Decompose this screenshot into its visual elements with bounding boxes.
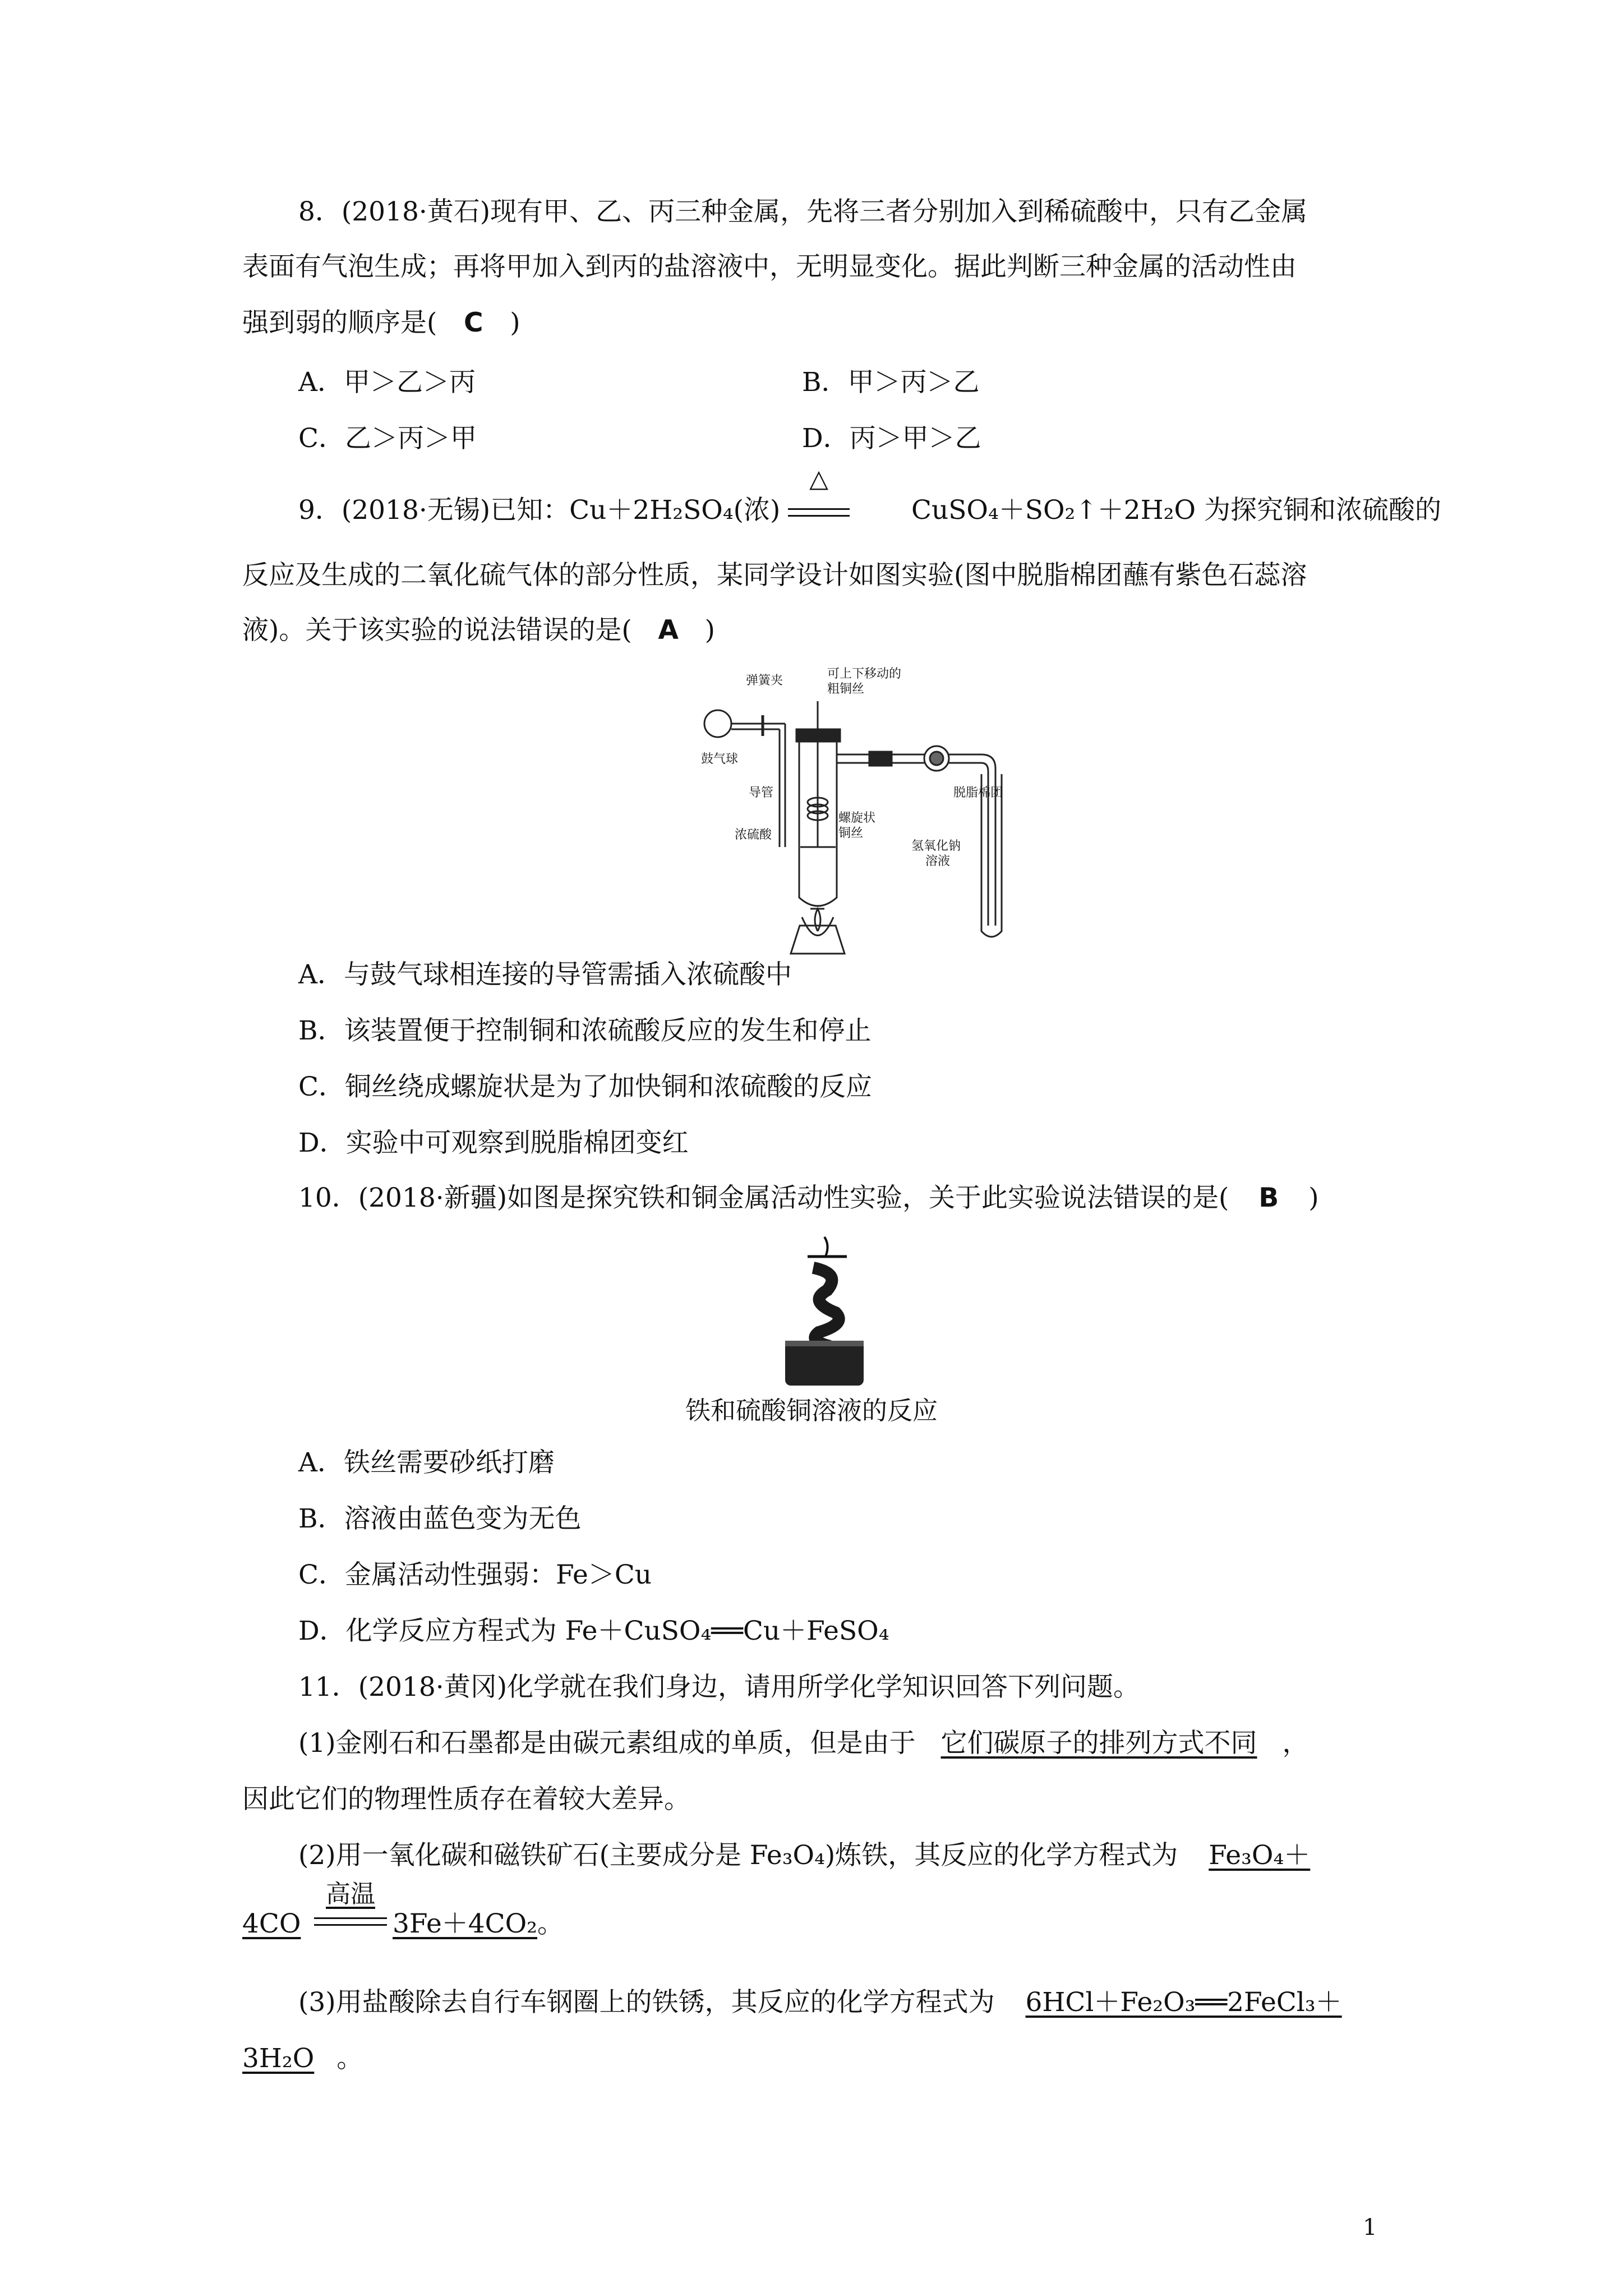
- q9-option-b: B．该装置便于控制铜和浓硫酸反应的发生和停止: [298, 1015, 872, 1046]
- q10-paren-close: ): [1308, 1182, 1319, 1213]
- q10-option-b: B．溶液由蓝色变为无色: [298, 1503, 582, 1534]
- q9-apparatus-figure: [690, 662, 1071, 965]
- label-spiral-2: 铜丝: [838, 826, 864, 840]
- q11-p2: [298, 1839, 1310, 1872]
- q9-option-c: C．铜丝绕成螺旋状是为了加快铜和浓硫酸的反应: [298, 1071, 872, 1102]
- q9-stem-end: 液)。关于该实验的说法错误的是(: [242, 615, 632, 646]
- q10-option-a: A．铁丝需要砂纸打磨: [298, 1447, 555, 1478]
- q8-option-d: D．丙＞甲＞乙: [802, 423, 981, 454]
- q11-p1-stem: (1)金刚石和石墨都是由碳元素组成的单质，但是由于: [298, 1728, 916, 1759]
- bulb-icon: [704, 710, 731, 737]
- q8-stem-end: 强到弱的顺序是(: [242, 307, 437, 338]
- q10-line1: [298, 1181, 1319, 1215]
- label-movable-wire: 可上下移动的: [827, 667, 902, 681]
- q10-figure-caption: 铁和硫酸铜溶液的反应: [685, 1396, 938, 1425]
- q11-p3: [298, 1986, 1342, 2019]
- q8-line2: 表面有气泡生成；再将甲加入到丙的盐溶液中，无明显变化。据此判断三种金属的活动性由: [242, 251, 1297, 282]
- q11-p2-answer-2b: [393, 1907, 564, 1941]
- q11-p3-answer-2: 3H₂O: [242, 2043, 315, 2074]
- q11-p2-equals-bar-top: [314, 1917, 387, 1919]
- q11-p2-condition: 高温: [326, 1880, 375, 1908]
- label-movable-wire-2: 粗铜丝: [827, 682, 865, 696]
- q8-option-a: A．甲＞乙＞丙: [298, 367, 476, 398]
- q11-p1-comma: ，: [1282, 1728, 1309, 1759]
- q11-p2-product: 3Fe＋4CO₂: [393, 1908, 537, 1939]
- q9-line2: 反应及生成的二氧化硫气体的部分性质，某同学设计如图实验(图中脱脂棉团蘸有紫色石蕊溶: [242, 560, 1307, 591]
- q9-option-a: A．与鼓气球相连接的导管需插入浓硫酸中: [298, 959, 792, 990]
- label-tube: 导管: [749, 786, 774, 800]
- label-naoh: 氢氧化钠: [911, 839, 961, 853]
- label-cotton: 脱脂棉团: [953, 786, 1003, 800]
- page-number: 1: [1363, 2215, 1377, 2240]
- q11-p2-4co: 4CO: [242, 1908, 301, 1939]
- q8-paren-close: ): [510, 307, 520, 338]
- q11-p2-period: 。: [537, 1908, 564, 1939]
- q11-p3-answer-1: 6HCl＋Fe₂O₃══2FeCl₃＋: [1025, 1987, 1342, 2018]
- q8-option-c: C．乙＞丙＞甲: [298, 423, 477, 454]
- q8-answer: C: [464, 307, 483, 338]
- label-acid: 浓硫酸: [735, 828, 772, 842]
- q11-p3-stem: (3)用盐酸除去自行车钢圈上的铁锈，其反应的化学方程式为: [298, 1987, 995, 2018]
- q11-p2-equals-bar-bottom: [314, 1924, 387, 1926]
- q8-line1: 8．(2018·黄石)现有甲、乙、丙三种金属，先将三者分别加入到稀硫酸中，只有乙金属: [298, 196, 1308, 227]
- q11-p2-stem: (2)用一氧化碳和磁铁矿石(主要成分是 Fe₃O₄)炼铁，其反应的化学方程式为: [298, 1840, 1178, 1871]
- q10-stem: 10．(2018·新疆)如图是探究铁和铜金属活动性实验，关于此实验说法错误的是(: [298, 1182, 1229, 1213]
- q11-p2-answer-2a: [242, 1907, 301, 1941]
- q9-line3: [242, 614, 715, 647]
- q9-equals-bar-bottom: [788, 515, 850, 517]
- q11-p2-answer-1: Fe₃O₄＋: [1209, 1840, 1311, 1871]
- q9-line1-pre: 9．(2018·无锡)已知：Cu＋2H₂SO₄(浓): [298, 495, 781, 526]
- q11-p3-line2: [242, 2042, 363, 2076]
- q9-answer: A: [658, 615, 679, 646]
- q9-equals-bar-top: [788, 508, 850, 510]
- q8-line3: [242, 306, 520, 340]
- label-spiral: 螺旋状: [838, 811, 876, 825]
- label-naoh-2: 溶液: [925, 854, 951, 868]
- q11-line1: 11．(2018·黄冈)化学就在我们身边，请用所学化学知识回答下列问题。: [298, 1672, 1140, 1703]
- q11-p1-line2: 因此它们的物理性质存在着较大差异。: [242, 1784, 690, 1815]
- label-spring-clip: 弹簧夹: [746, 674, 783, 688]
- q8-option-b: B．甲＞丙＞乙: [802, 367, 980, 398]
- q10-option-c: C．金属活动性强弱：Fe＞Cu: [298, 1559, 652, 1590]
- q11-p1: [298, 1727, 1308, 1760]
- q9-line1-post: CuSO₄＋SO₂↑＋2H₂O 为探究铜和浓硫酸的: [911, 495, 1441, 526]
- label-bulb: 鼓气球: [701, 752, 739, 766]
- q10-answer: B: [1258, 1182, 1279, 1213]
- q10-beaker-photo: [774, 1234, 875, 1391]
- q9-option-d: D．实验中可观察到脱脂棉团变红: [298, 1128, 689, 1158]
- q10-option-d: D．化学反应方程式为 Fe＋CuSO₄══Cu＋FeSO₄: [298, 1616, 889, 1646]
- q11-p1-answer: 它们碳原子的排列方式不同: [940, 1728, 1257, 1759]
- q9-reaction-condition: △: [809, 464, 828, 493]
- q11-p3-period: 。: [336, 2043, 363, 2074]
- q9-paren-close: ): [704, 615, 715, 646]
